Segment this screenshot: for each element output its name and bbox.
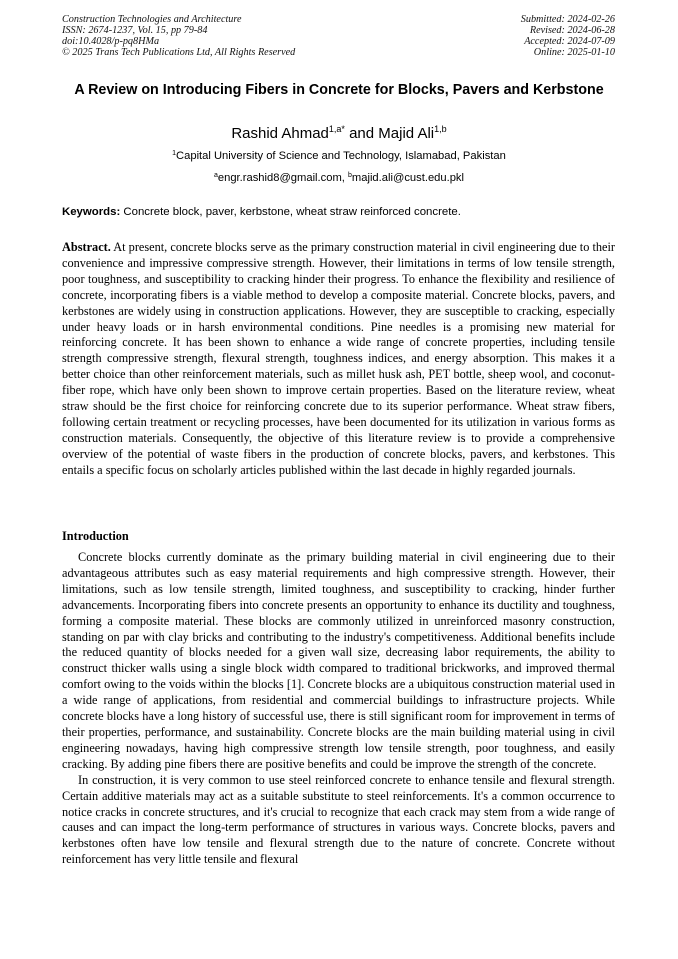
date-info bbox=[521, 15, 615, 59]
keywords bbox=[62, 206, 617, 218]
affiliation-mark: 1 bbox=[172, 150, 177, 157]
paragraph: In construction, it is very common to use steel reinforced concrete to enhance tensile and flexural strength. Certain additive materials may act as a suitable substitute to steel reinforcements. It's a common occurrence to notice cracks in concrete structures, and it's crucial to recognize that each crack may stem from a wide range of causes and can impact the long-term performance of structures in various ways. Concrete blocks, pavers and kerbstones often have low tensile and flexural strength due to the nature of concrete. Concrete without reinforcement has very little tensile and flexural bbox=[62, 772, 615, 867]
author-name: Rashid Ahmad bbox=[231, 125, 329, 142]
introduction-body bbox=[62, 550, 615, 868]
author-emails bbox=[0, 172, 678, 184]
revised-date: Revised: 2024-06-28 bbox=[529, 24, 615, 36]
accepted-date: Accepted: 2024-07-09 bbox=[524, 35, 615, 47]
journal-info bbox=[62, 15, 295, 59]
paper-title: A Review on Introducing Fibers in Concrete for Blocks, Pavers and Kerbstone bbox=[74, 82, 604, 98]
email-mark: b bbox=[348, 172, 352, 179]
abstract-label: Abstract. bbox=[62, 240, 111, 254]
abstract-text: At present, concrete blocks serve as the primary construction material in civil engineering due to their convenience and impressive compressive strength. However, their limitations in terms of low tensile strength, poor toughness, and susceptibility to cracking hinder their progress. To enhance the flexibility and resilience of concrete, incorporating fibers is a viable method to develop a composite material. Concrete blocks, pavers, and kerbstones are widely using in construction applications. However, they are susceptible to cracking, especially under heavy loads or in harsh environmental conditions. Pine needles is a promising new material for reinforcing concrete. It has been shown to enhance a wide range of concrete properties, including tensile strength compressive strength, flexural strength, toughness indices, and energy absorption. This makes it a better choice than other reinforcement materials, such as millet husk ash, PET bottle, sheep wool, and coconut-fiber rope, which have only been shown to improve certain properties. Based on the literature review, wheat straw should be the first choice for reinforcing concrete due to its superior performance. Wheat straw fibers, following certain treatment or recycling processes, have been documented for its utilization in various forms as construction materials. Consequently, the objective of this literature review is to provide a comprehensive overview of the potential of waste fibers in the production of concrete blocks, pavers, and kerbstones. This entails a specific focus on scholarly articles published within the last decade in highly regarded journals. bbox=[62, 240, 615, 477]
author-affiliation-mark: 1,a* bbox=[328, 124, 345, 134]
email-link[interactable]: majid.ali@cust.edu.pkl bbox=[351, 172, 465, 184]
affiliation bbox=[0, 150, 678, 162]
author-conjunction: and bbox=[344, 125, 379, 142]
submitted-date: Submitted: 2024-02-26 bbox=[520, 14, 615, 25]
keywords-text: Concrete block, paver, kerbstone, wheat straw reinforced concrete. bbox=[120, 206, 461, 218]
email-mark: a bbox=[213, 172, 218, 179]
journal-name: Construction Technologies and Architecture bbox=[62, 14, 242, 25]
paragraph: Concrete blocks currently dominate as the primary building material in civil engineering due to their advantageous attributes such as easy material requirements and high compressive strength. However, their limitations, such as low tensile strength, limited toughness, and susceptibility to cracking, hinder further advancements. Incorporating fibers into concrete presents an opportunity to enhance its ductility and toughness, forming a composite material. These blocks are commonly utilized in unreinforced masonry construction, standing on par with clay bricks and contributing to the industry's competitiveness. Additional benefits include the reduced quantity of blocks needed for a given wall size, decreasing labor requirements, the ability to construct thicker walls using a single block width compared to traditional brickworks, and improved thermal comfort owing to the voids within the blocks [1]. Concrete blocks are a ubiquitous construction material used in a wide range of applications, from residential and commercial buildings to infrastructure projects. While concrete blocks have a long history of successful use, there is still significant room for improvement in terms of their properties, performance, and sustainability. Concrete blocks are the main building material using in civil engineering nowadays, having high compressive strength low tensile strength, poor toughness, and easily cracking. By adding pine fibers there are positive benefits and could be improve the strength of the concrete. bbox=[62, 550, 615, 771]
keywords-label: Keywords: bbox=[62, 206, 121, 218]
issn-line: ISSN: 2674-1237, Vol. 15, pp 79-84 bbox=[62, 24, 208, 36]
author-affiliation-mark: 1,b bbox=[434, 124, 447, 134]
doi-line[interactable]: doi:10.4028/p-pq8HMa bbox=[62, 35, 160, 47]
affiliation-text: Capital University of Science and Technology, Islamabad, Pakistan bbox=[176, 150, 506, 162]
abstract bbox=[62, 240, 615, 479]
email-link[interactable]: engr.rashid8@gmail.com, bbox=[217, 172, 349, 184]
online-date: Online: 2025-01-10 bbox=[533, 46, 615, 58]
author-line bbox=[0, 124, 678, 142]
copyright-line: © 2025 Trans Tech Publications Ltd, All Rights Reserved bbox=[62, 46, 296, 58]
author-name: Majid Ali bbox=[378, 125, 435, 142]
section-heading-introduction: Introduction bbox=[62, 529, 129, 543]
